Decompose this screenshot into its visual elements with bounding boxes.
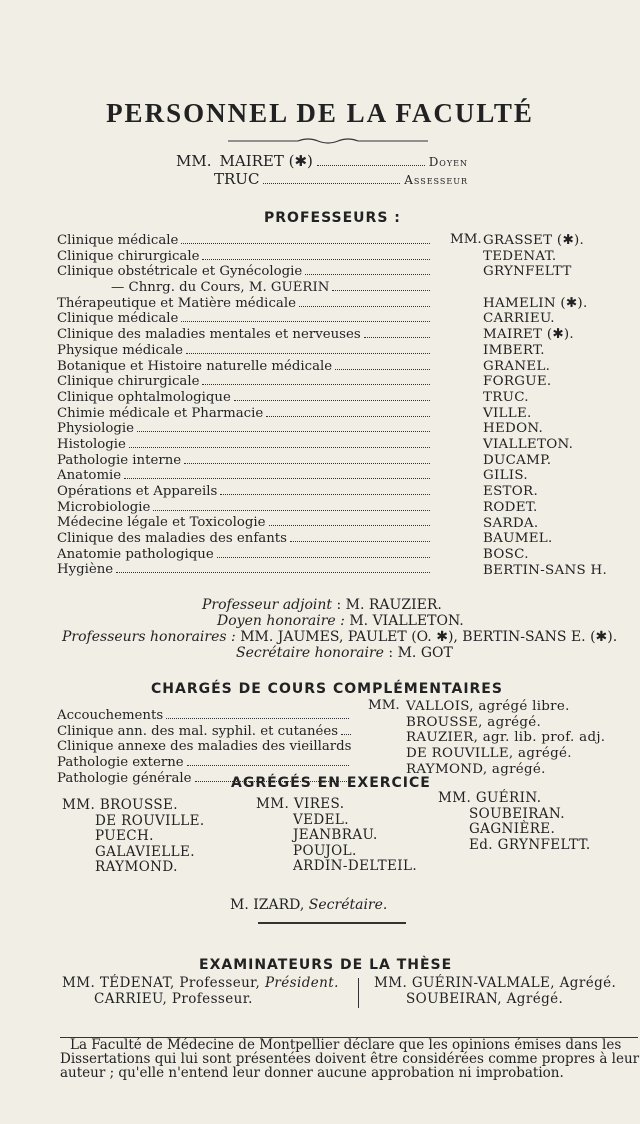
dot-leader (186, 353, 430, 354)
list-item-label: Clinique annexe des maladies des vieillards (57, 739, 352, 755)
list-item-label: — Chnrg. du Cours, M. GUÉRIN (111, 280, 330, 296)
dot-leader (202, 259, 430, 260)
dot-leader (305, 274, 430, 275)
list-item-label: Chimie médicale et Pharmacie (57, 405, 264, 421)
list-item (57, 374, 433, 390)
agrege-name: SOUBEIRAN. (469, 805, 565, 822)
professor-name: GRYNFELTT (483, 264, 572, 280)
dot-leader (217, 557, 430, 558)
dot-leader (290, 541, 430, 542)
agrege-name: PUECH. (95, 828, 154, 845)
doyen-honoraire-line (217, 613, 464, 629)
professor-name: ESTOR. (483, 484, 538, 500)
divider (258, 922, 406, 924)
agreges-column-1 (62, 798, 205, 876)
secretaire-honoraire-value: : M. GOT (388, 645, 453, 661)
list-item-label: Clinique ophtalmologique (57, 389, 231, 405)
list-item-label: Hygiène (57, 562, 114, 578)
agreges-column-2 (256, 797, 417, 875)
agrege-name: VEDEL. (293, 811, 349, 828)
dot-leader (332, 290, 430, 291)
agrege-name: Ed. GRYNFELTT. (469, 836, 591, 853)
agreges-column-3 (438, 791, 591, 853)
dean-row (176, 152, 468, 170)
list-item-label: Botanique et Histoire naturelle médicale (57, 358, 333, 374)
charges-names (406, 699, 636, 778)
dot-leader (124, 478, 430, 479)
list-item-label: Pathologie interne (57, 452, 182, 468)
professor-name: HEDON. (483, 421, 544, 437)
dot-leader (202, 384, 430, 385)
list-item-label: Clinique des maladies des enfants (57, 531, 287, 547)
agreges-heading: AGRÉGÉS EN EXERCICE (231, 775, 431, 791)
dot-leader (335, 369, 430, 370)
dot-leader (181, 243, 430, 244)
dot-leader (116, 572, 430, 573)
list-item-label: Microbiologie (57, 499, 151, 515)
list-item (57, 500, 433, 516)
professors-names (483, 233, 633, 578)
adjoint-label: Professeur adjoint (202, 597, 333, 613)
agrege-name: MM. BROUSSE. (62, 797, 178, 813)
list-item (57, 390, 433, 406)
charges-heading: CHARGÉS DE COURS COMPLÉMENTAIRES (151, 681, 503, 697)
professor-name: RODET. (483, 499, 538, 515)
professor-name: IMBERT. (483, 342, 545, 358)
list-item (57, 406, 433, 422)
professeurs-mm: MM. (450, 232, 482, 247)
dean-name: MAIRET (✱) (219, 152, 313, 170)
dot-leader (166, 718, 349, 719)
list-item (57, 468, 433, 484)
dot-leader (220, 494, 430, 495)
professor-name (483, 280, 633, 296)
agrege-name: ARDIN-DELTEIL. (293, 858, 418, 875)
professor-name: BOSC. (483, 546, 529, 562)
notice-line-3: auteur ; qu'elle n'entend leur donner aucune approbation ni improbation. (60, 1065, 564, 1082)
assesseur-row (214, 170, 468, 188)
doyen-honoraire-value: M. VIALLETON. (349, 613, 464, 629)
dot-leader (184, 463, 430, 464)
adjoint-line (202, 597, 442, 613)
list-item (57, 327, 433, 343)
secretary-name: M. IZARD, (230, 897, 305, 913)
list-item (57, 547, 433, 563)
professor-name: MAIRET (✱). (483, 327, 574, 343)
president-label: Président. (264, 975, 339, 991)
list-item (57, 359, 433, 375)
dot-leader (129, 447, 430, 448)
examiner-soubeiran: SOUBEIRAN, Agrégé. (406, 990, 564, 1007)
secretary-role: Secrétaire. (308, 897, 388, 913)
list-item (57, 311, 433, 327)
list-item-label: Pathologie générale (57, 770, 192, 786)
professor-name: VIALLETON. (483, 437, 574, 453)
professor-name: CARRIEU. (483, 311, 555, 327)
chairs-list (57, 233, 433, 578)
list-item (57, 343, 433, 359)
list-item (57, 249, 433, 265)
professor-name: GILIS. (483, 468, 528, 484)
professeurs-honoraires-line (62, 629, 617, 645)
list-item-label: Clinique des maladies mentales et nerveuses (57, 327, 361, 343)
list-item-label: Histologie (57, 436, 126, 452)
professor-name: DUCAMP. (483, 452, 552, 468)
list-item (57, 562, 433, 578)
list-item (57, 724, 352, 740)
doyen-honoraire-label: Doyen honoraire : (217, 613, 345, 629)
list-item (57, 531, 433, 547)
professeurs-honoraires-value: MM. JAUMES, PAULET (O. ✱), BERTIN-SANS E. (✱). (240, 629, 618, 645)
examiner-guerin-valmale: MM. GUÉRIN-VALMALE, Agrégé. (374, 975, 617, 991)
list-item (57, 708, 352, 724)
dot-leader (341, 734, 351, 735)
professor-name: GRANEL. (483, 358, 551, 374)
secretary-line (230, 897, 387, 913)
assesseur-role: Assesseur (404, 173, 468, 187)
dot-leader (269, 525, 430, 526)
list-item-label: Clinique chirurgicale (57, 248, 200, 264)
professeurs-honoraires-label: Professeurs honoraires : (62, 629, 236, 645)
agrege-name: MM. VIRES. (256, 796, 345, 812)
list-item-label: Médecine légale et Toxicologie (57, 515, 266, 531)
professor-name: VILLE. (483, 405, 532, 421)
list-item (57, 515, 433, 531)
dot-leader (266, 416, 430, 417)
agrege-name: JEANBRAU. (293, 827, 378, 844)
examinateurs-right (374, 976, 616, 1007)
list-item-label: Clinique médicale (57, 233, 179, 248)
professor-name: TEDENAT. (483, 248, 557, 264)
professor-name: FORGUE. (483, 374, 552, 390)
lecturer-name: VALLOIS, agrégé libre. (406, 699, 570, 714)
agrege-name: DE ROUVILLE. (95, 812, 205, 829)
professor-name: GRASSET (✱). (483, 233, 585, 248)
dot-leader (187, 765, 349, 766)
list-item (57, 280, 433, 296)
dot-leader (299, 306, 430, 307)
title-ornament (228, 137, 428, 145)
dot-leader (153, 510, 430, 511)
list-item-label: Clinique obstétricale et Gynécologie (57, 264, 303, 280)
notice-line-1: La Faculté de Médecine de Montpellier déclare que les opinions émises dans les (70, 1037, 622, 1053)
list-item (57, 739, 352, 755)
lecturer-name: RAUZIER, agr. lib. prof. adj. (406, 730, 606, 746)
examiner-tedenat: MM. TÉDENAT, Professeur, (62, 975, 261, 991)
adjoint-value: : M. RAUZIER. (336, 597, 442, 613)
agrege-name: POUJOL. (293, 842, 357, 859)
list-item-label: Clinique ann. des mal. syphil. et cutanées (57, 723, 339, 739)
list-item-label: Pathologie externe (57, 755, 184, 771)
list-item-label: Accouchements (57, 708, 164, 723)
professor-name: HAMELIN (✱). (483, 295, 588, 311)
agrege-name: RAYMOND. (95, 859, 178, 876)
list-item-label: Anatomie pathologique (57, 546, 214, 562)
dean-prefix: MM. (176, 152, 212, 170)
dot-leader (181, 321, 430, 322)
list-item (57, 484, 433, 500)
lecturer-name: BROUSSE, agrégé. (406, 714, 542, 730)
agrege-name: GAGNIÈRE. (469, 821, 556, 838)
agrege-name: GALAVIELLE. (95, 843, 195, 860)
list-item (57, 437, 433, 453)
list-item-label: Physiologie (57, 421, 134, 437)
list-item (57, 453, 433, 469)
list-item (57, 755, 352, 771)
list-item-label: Clinique chirurgicale (57, 374, 200, 390)
agrege-name: MM. GUÉRIN. (438, 790, 542, 806)
list-item-label: Thérapeutique et Matière médicale (57, 295, 296, 311)
list-item (57, 296, 433, 312)
professor-name: BAUMEL. (483, 531, 553, 547)
list-item (57, 421, 433, 437)
lecturer-name: RAYMOND, agrégé. (406, 761, 546, 777)
dot-leader (263, 183, 400, 184)
page-title: PERSONNEL DE LA FACULTÉ (106, 98, 534, 128)
notice (60, 1038, 640, 1081)
professeurs-heading: PROFESSEURS : (264, 210, 401, 226)
lecturer-name: DE ROUVILLE, agrégé. (406, 746, 572, 762)
dot-leader (364, 337, 430, 338)
examiner-carrieu: CARRIEU, Professeur. (94, 990, 253, 1007)
dot-leader (137, 431, 430, 432)
examinateurs-heading: EXAMINATEURS DE LA THÈSE (199, 957, 453, 973)
professor-name: TRUC. (483, 389, 529, 405)
list-item-label: Anatomie (57, 468, 122, 484)
secretaire-honoraire-line (236, 645, 453, 661)
examinateurs-separator-left (358, 978, 359, 1008)
dot-leader (317, 165, 425, 166)
assesseur-name: TRUC (214, 170, 260, 188)
professor-name: SARDA. (483, 515, 539, 531)
dot-leader (234, 400, 430, 401)
examinateurs-left (62, 976, 339, 1007)
notice-line-2: Dissertations qui lui sont présentées doivent être considérées comme propres à leur (60, 1051, 640, 1068)
professor-name: BERTIN-SANS H. (483, 562, 608, 578)
list-item-label: Opérations et Appareils (57, 484, 218, 499)
secretaire-honoraire-label: Secrétaire honoraire (236, 645, 384, 661)
dean-role: Doyen (428, 155, 468, 169)
charges-mm: MM. (368, 698, 400, 713)
list-item (57, 264, 433, 280)
list-item (57, 233, 433, 249)
list-item-label: Physique médicale (57, 342, 184, 358)
list-item-label: Clinique médicale (57, 311, 179, 327)
